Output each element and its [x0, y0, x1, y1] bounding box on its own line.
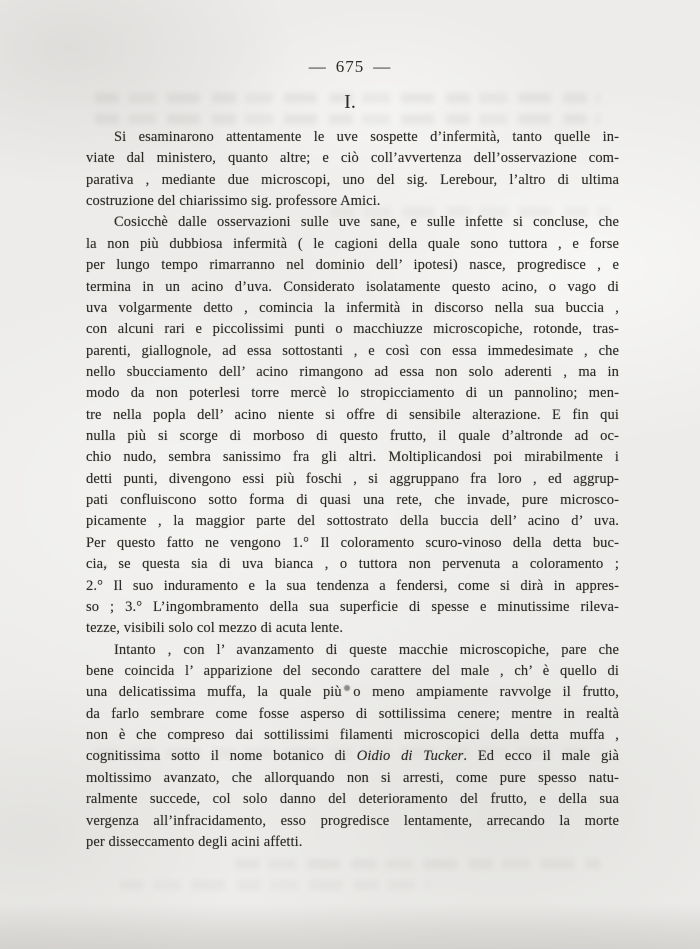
paragraph-3: [86, 640, 619, 854]
text-line: tezze, visibili solo col mezzo di acuta lente.: [86, 620, 344, 637]
page-header: [0, 57, 700, 77]
text-line: viate dal ministero, quanto altre; e ciò coll’avvertenza dell’osservazione com-: [86, 150, 619, 167]
showthrough-ghost-line: [120, 880, 430, 890]
text-line: nello sbucciamento dell’ acino rimangono ad essa non solo aderenti , ma in: [86, 363, 619, 380]
botanical-name: Oidio di Tucker: [356, 748, 464, 765]
text-line: per disseccamento degli acini affetti.: [86, 833, 303, 850]
paragraph-1: [86, 127, 619, 212]
text-line: uva volgarmente detto , comincia la infermità in discorso nella sua buccia ,: [86, 299, 619, 316]
text-line: la non più dubbiosa infermità ( le cagioni della quale sono tuttora , e forse: [86, 235, 619, 252]
text-line: Intanto , con l’ avanzamento di queste macchie microscopiche, pare che: [114, 641, 619, 658]
text-line: Si esaminarono attentamente le uve sospette d’infermità, tanto quelle in-: [114, 129, 619, 145]
paragraph-2: [86, 212, 619, 639]
text-line: non è che compreso dai sottilissimi filamenti microscopici della detta muffa ,: [86, 727, 619, 744]
text-line: costruzione del chiarissimo sig. professore Amici.: [86, 193, 381, 210]
text-line-oidio: [86, 746, 619, 767]
text-line: moltissimo avanzato, che allorquando non si arresti, come pure spesso natu-: [86, 769, 619, 786]
text-line: cia, se questa sia di uva bianca , o tuttora non pervenuta a coloramento ;: [86, 556, 619, 573]
text-line: so ; 3.° L’ingombramento della sua superficie di spesse e minutissime rileva-: [86, 598, 619, 615]
text-line: vergenza all’infracidamento, esso progredisce lentamente, arrecando la morte: [86, 812, 619, 829]
body-text: [86, 127, 619, 853]
showthrough-ghost-line: [95, 114, 600, 124]
text-line: ralmente succede, col solo danno del deterioramento del frutto, e della sua: [86, 791, 619, 808]
text-line: chio nudo, sembra sanissimo fra gli altri. Moltiplicandosi poi mirabilmente i: [86, 449, 619, 466]
text-line: una delicatissima muffa, la quale più o meno ampiamente ravvolge il frutto,: [86, 684, 619, 701]
text-line: con alcuni rari e piccolissimi punti o macchiuzze microscopiche, rotonde, tras-: [86, 321, 619, 338]
text-segment: . Ed ecco il male già: [463, 748, 619, 765]
text-line: picamente , la maggior parte del sottostrato della buccia dell’ acino d’ uva.: [86, 513, 619, 530]
text-line: parativa , mediante due microscopi, uno del sig. Lerebour, l’altro di ultima: [86, 171, 619, 188]
showthrough-ghost-line: [235, 859, 600, 869]
text-line: tre nella popla dell’ acino niente si offre di sensibile alterazione. E fin qui: [86, 406, 619, 423]
text-line: Cosicchè dalle osservazioni sulle uve sane, e sulle infette si concluse, che: [114, 214, 619, 231]
text-line: da farlo sembrare come fosse asperso di sottilissima cenere; mentre in realtà: [86, 705, 619, 722]
text-line: modo da non poterlesi torre mercè lo stropicciamento di un pannolino; men-: [86, 385, 619, 402]
text-line: termina in un acino d’uva. Considerato isolatamente questo acino, o vago di: [86, 278, 619, 295]
text-line: bene coincida l’ apparizione del secondo carattere del male , ch’ è quello di: [86, 662, 619, 679]
text-line: Per questo fatto ne vengono 1.° Il coloramento scuro-vinoso della detta buc-: [86, 534, 619, 551]
page-number: 675: [335, 57, 365, 76]
text-line: detti punti, divengono essi più foschi , si aggruppano fra loro , ed aggrup-: [86, 470, 619, 487]
text-line: pati confluiscono sotto forma di quasi una rete, che invade, pure microsco-: [86, 492, 619, 509]
page-number-dash-left: —: [308, 57, 327, 76]
page-number-dash-right: —: [373, 57, 392, 76]
text-line: nulla più si scorge di morboso di questo frutto, il quale d’altronde ad oc-: [86, 428, 619, 445]
text-line: 2.° Il suo induramento e la sua tendenza a fendersi, come si dirà in appres-: [86, 577, 619, 594]
text-line: per lungo tempo rimarranno nel dominio dell’ ipotesi) nasce, progredisce , e: [86, 257, 619, 274]
section-heading: I.: [344, 91, 356, 113]
text-line: parenti, giallognole, ad essa sottostanti , e così con essa immedesimate , che: [86, 342, 619, 359]
text-segment: cognitissima sotto il nome botanico di: [86, 748, 357, 765]
